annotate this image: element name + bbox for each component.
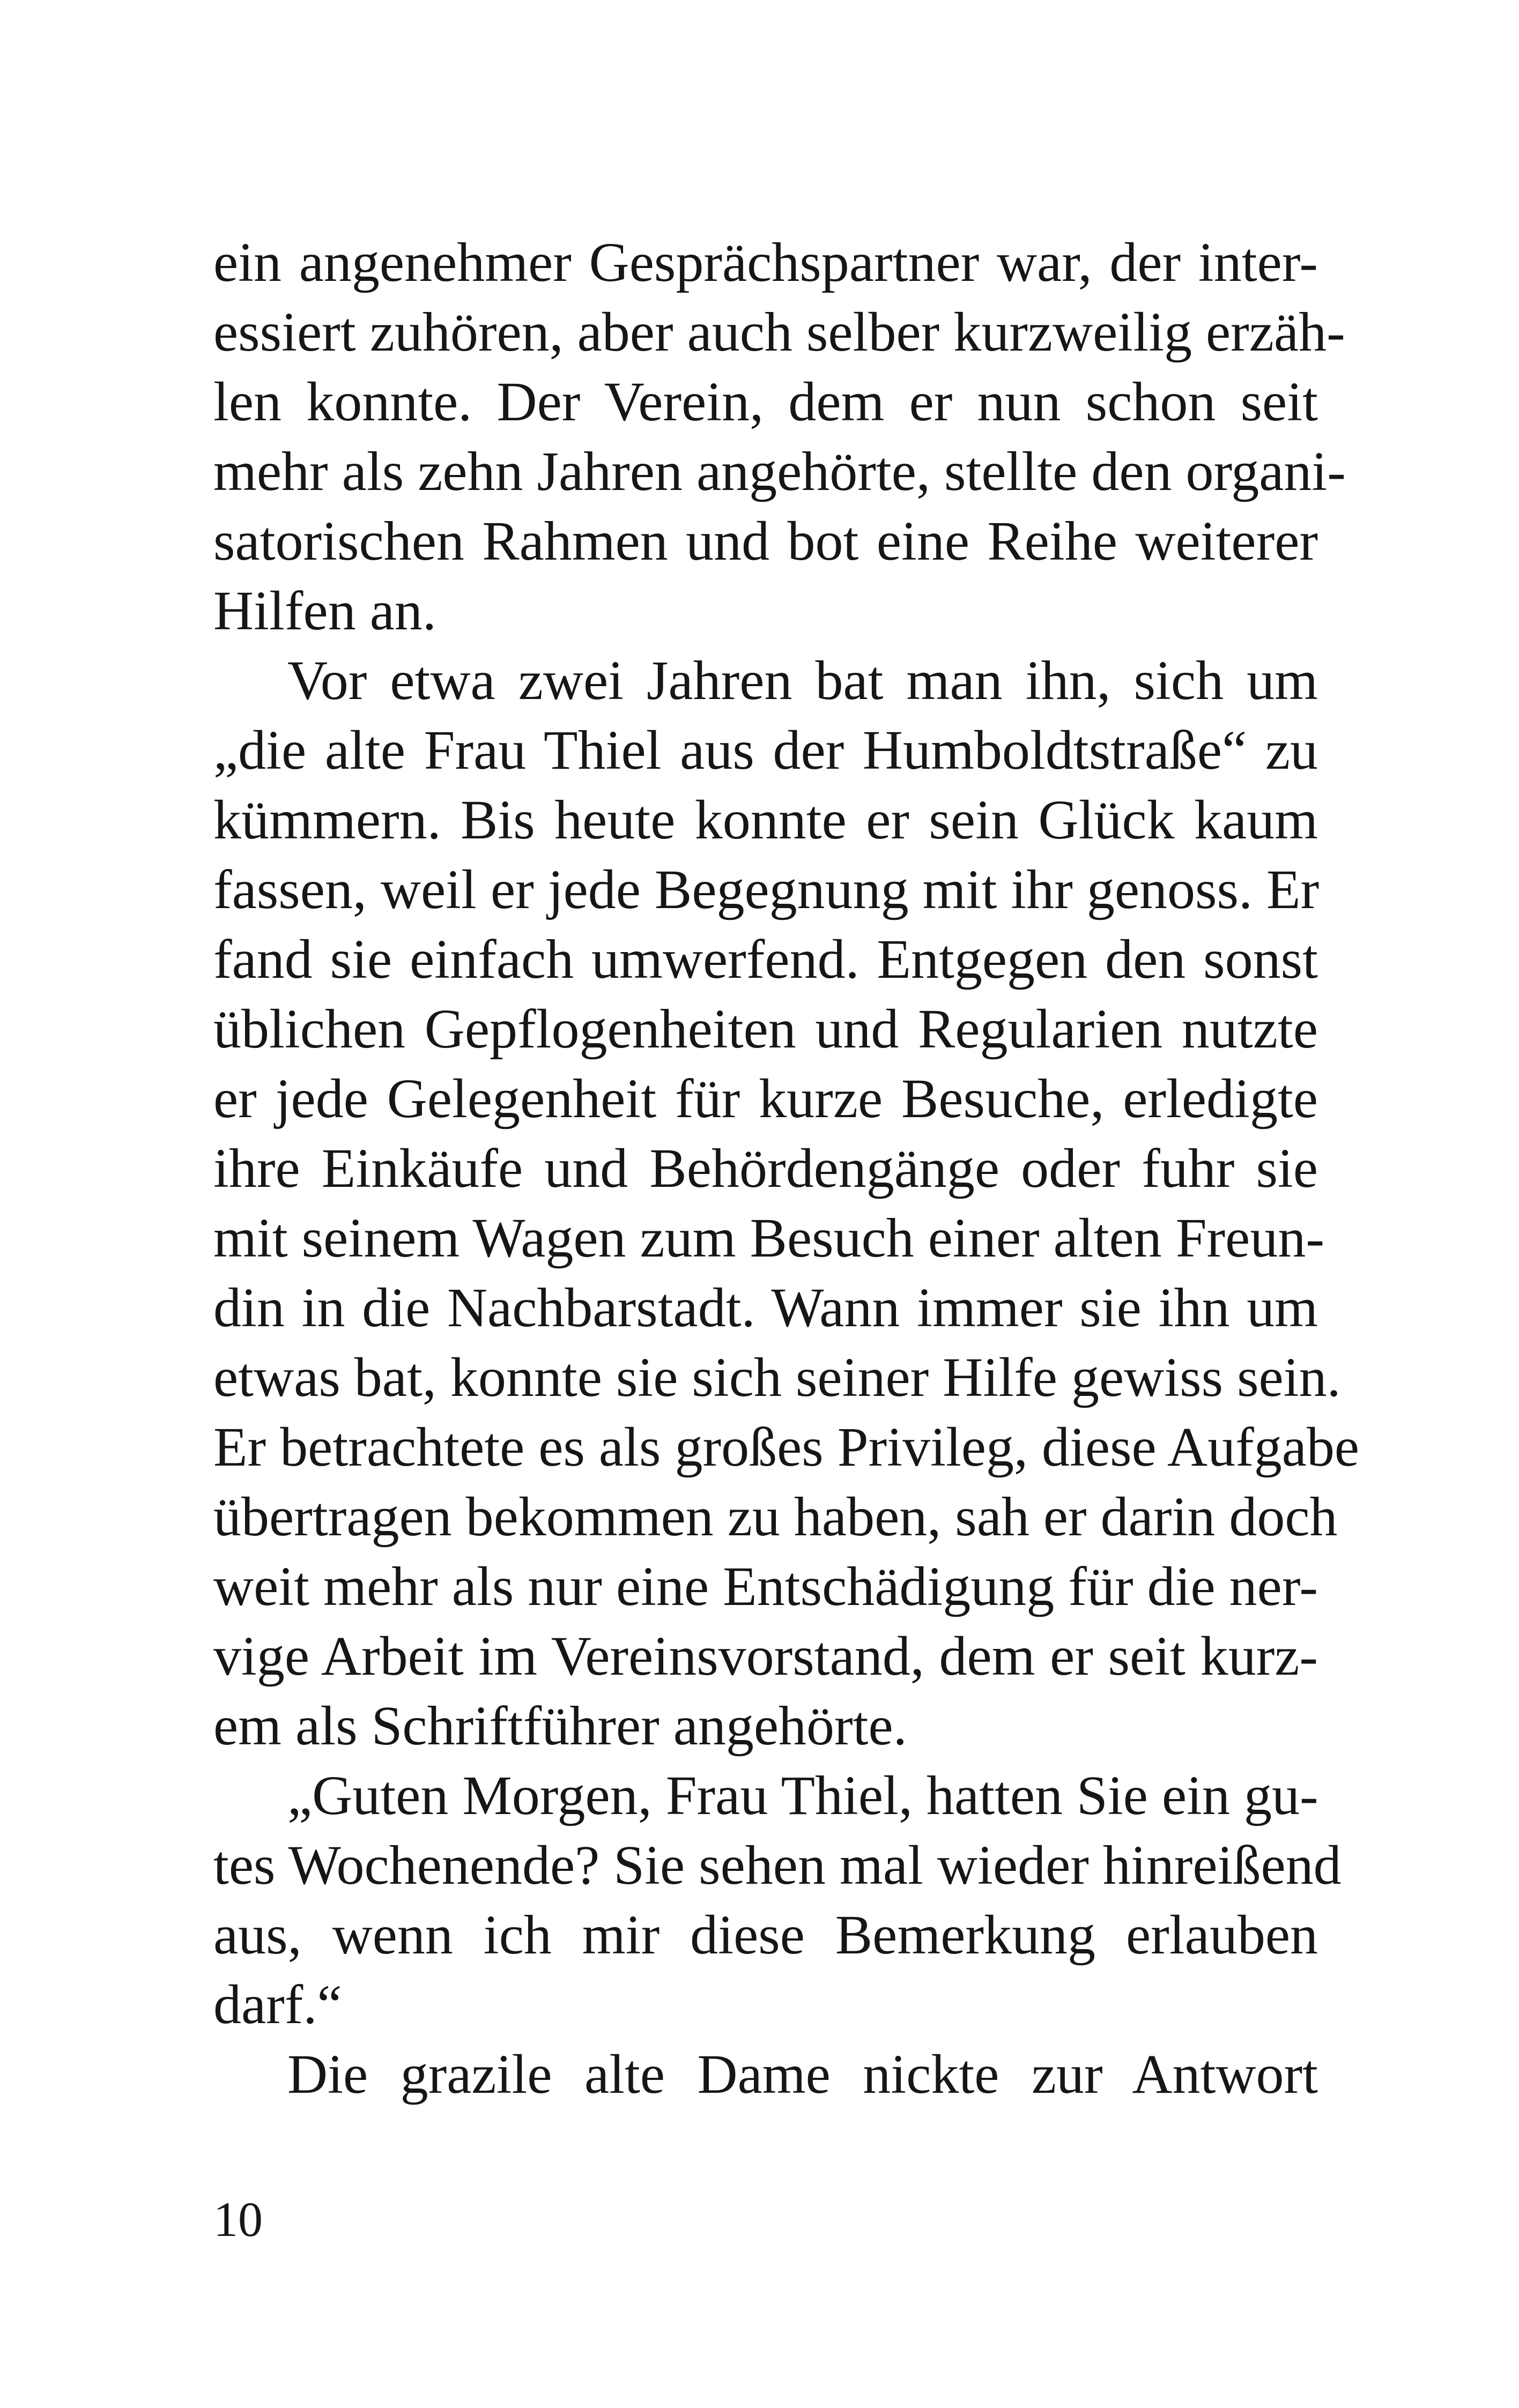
text-line: essiert zuhören, aber auch selber kurzweilig erzäh-	[213, 301, 1345, 363]
text-line: mehr als zehn Jahren angehörte, stellte den organi-	[213, 441, 1346, 502]
text-line: kümmern. Bis heute konnte er sein Glück kaum	[213, 789, 1318, 851]
body-text	[213, 228, 1360, 2109]
text-line: em als Schriftführer angehörte.	[213, 1695, 907, 1757]
text-line: fassen, weil er jede Begegnung mit ihr genoss. Er	[213, 859, 1320, 920]
text-line: tes Wochenende? Sie sehen mal wieder hinreißend	[213, 1834, 1342, 1896]
page-number: 10	[213, 2192, 263, 2247]
text-line: vige Arbeit im Vereinsvorstand, dem er seit kurz-	[213, 1625, 1318, 1687]
text-line: übertragen bekommen zu haben, sah er darin doch	[213, 1486, 1338, 1548]
text-line: üblichen Gepflogenheiten und Regularien nutzte	[213, 998, 1318, 1060]
text-line: fand sie einfach umwerfend. Entgegen den sonst	[213, 928, 1318, 990]
text-line: etwas bat, konnte sie sich seiner Hilfe gewiss sein.	[213, 1347, 1341, 1408]
text-line: aus, wenn ich mir diese Bemerkung erlauben	[213, 1904, 1318, 1966]
text-line: mit seinem Wagen zum Besuch einer alten Freun-	[213, 1207, 1324, 1269]
text-line: Vor etwa zwei Jahren bat man ihn, sich um	[287, 650, 1318, 711]
text-line: ihre Einkäufe und Behördengänge oder fuhr sie	[213, 1138, 1318, 1199]
text-line: ein angenehmer Gesprächspartner war, der inter-	[213, 232, 1318, 293]
text-line: Er betrachtete es als großes Privileg, diese Aufgabe	[213, 1416, 1360, 1478]
text-line: satorischen Rahmen und bot eine Reihe weiterer	[213, 510, 1318, 572]
text-line: len konnte. Der Verein, dem er nun schon seit	[213, 371, 1318, 433]
text-line: darf.“	[213, 1974, 342, 2035]
text-line: Hilfen an.	[213, 580, 436, 642]
text-line: er jede Gelegenheit für kurze Besuche, erledigte	[213, 1068, 1318, 1129]
text-line: din in die Nachbarstadt. Wann immer sie ihn um	[213, 1277, 1318, 1339]
text-line: Die grazile alte Dame nickte zur Antwort	[287, 2043, 1318, 2105]
text-line: weit mehr als nur eine Entschädigung für die ner-	[213, 1556, 1318, 1617]
text-line: „die alte Frau Thiel aus der Humboldtstraße“ zu	[213, 719, 1318, 781]
text-line: „Guten Morgen, Frau Thiel, hatten Sie ein gu-	[287, 1765, 1318, 1826]
